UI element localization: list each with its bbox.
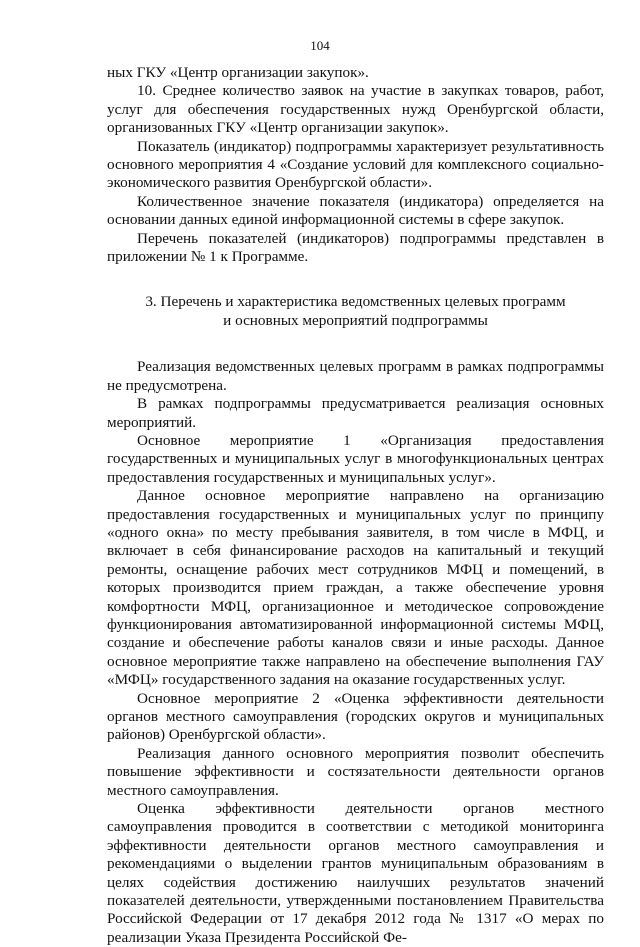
paragraphs-before-heading	[107, 64, 604, 266]
paragraph: Основное мероприятие 2 «Оценка эффективности деятельности органов местного самоуправления (городских округов и муниципальных районов) Оренбургской области».	[107, 689, 604, 744]
paragraph: Перечень показателей (индикаторов) подпрограммы представлен в приложении № 1 к Программе.	[107, 229, 604, 266]
paragraph: Основное мероприятие 1 «Организация предоставления государственных и муниципальных услуг в многофункциональных центрах предоставления государственных и муниципальных услуг».	[107, 431, 604, 486]
paragraph: 10. Среднее количество заявок на участие в закупках товаров, работ, услуг для обеспечения государственных нужд Оренбургской области, организованных ГКУ «Центр организации закупок».	[107, 82, 604, 137]
paragraph: Реализация ведомственных целевых программ в рамках подпрограммы не предусмотрена.	[107, 358, 604, 394]
section-heading-line-2: и основных мероприятий подпрограммы	[223, 311, 488, 329]
paragraph: Реализация данного основного мероприятия позволит обеспечить повышение эффективности и состязательности деятельности органов местного самоуправления.	[107, 744, 604, 799]
paragraph: Количественное значение показателя (индикатора) определяется на основании данных единой информационной системы в сфере закупок.	[107, 192, 604, 229]
paragraph: ных ГКУ «Центр организации закупок».	[107, 64, 369, 81]
document-body	[107, 64, 604, 947]
section-heading-line-1: 3. Перечень и характеристика ведомственных целевых программ	[145, 293, 566, 311]
paragraph: Данное основное мероприятие направлено на организацию предоставления государственных и муниципальных услуг по принципу «одного окна» по месту пребывания заявителя, в том числе в МФЦ, и включает в себя финансирование расходов на капитальный и текущий ремонты, оснащение рабочих мест сотрудников МФЦ и помещений, в которых производится прием граждан, а также обеспечение уровня комфортности МФЦ, организационное и методическое сопровождение функционирования автоматизированной информационной системы МФЦ, создание и обеспечение работы каналов связи и иные расходы. Данное основное мероприятие также направлено на обеспечение выполнения ГАУ «МФЦ» государственного задания на оказание государственных услуг.	[107, 487, 604, 689]
paragraph: Показатель (индикатор) подпрограммы характеризует результативность основного мероприятия 4 «Создание условий для комплексного социально-экономического развития Оренбургской области».	[107, 137, 604, 192]
section-heading	[107, 293, 604, 330]
paragraphs-after-heading	[107, 358, 604, 947]
page-number: 104	[310, 38, 330, 53]
paragraph: Оценка эффективности деятельности органов местного самоуправления проводится в соответствии с методикой мониторинга эффективности деятельности органов местного самоуправления и рекомендациями о выделении грантов муниципальным образованиям в целях содействия достижению наилучших результатов значений показателей деятельности, утвержденными постановлением Правительства Российской Федерации от 17 декабря 2012 года № 1317 «О мерах по реализации Указа Президента Российской Фе-	[107, 800, 604, 946]
paragraph: В рамках подпрограммы предусматривается реализация основных мероприятий.	[107, 395, 604, 431]
